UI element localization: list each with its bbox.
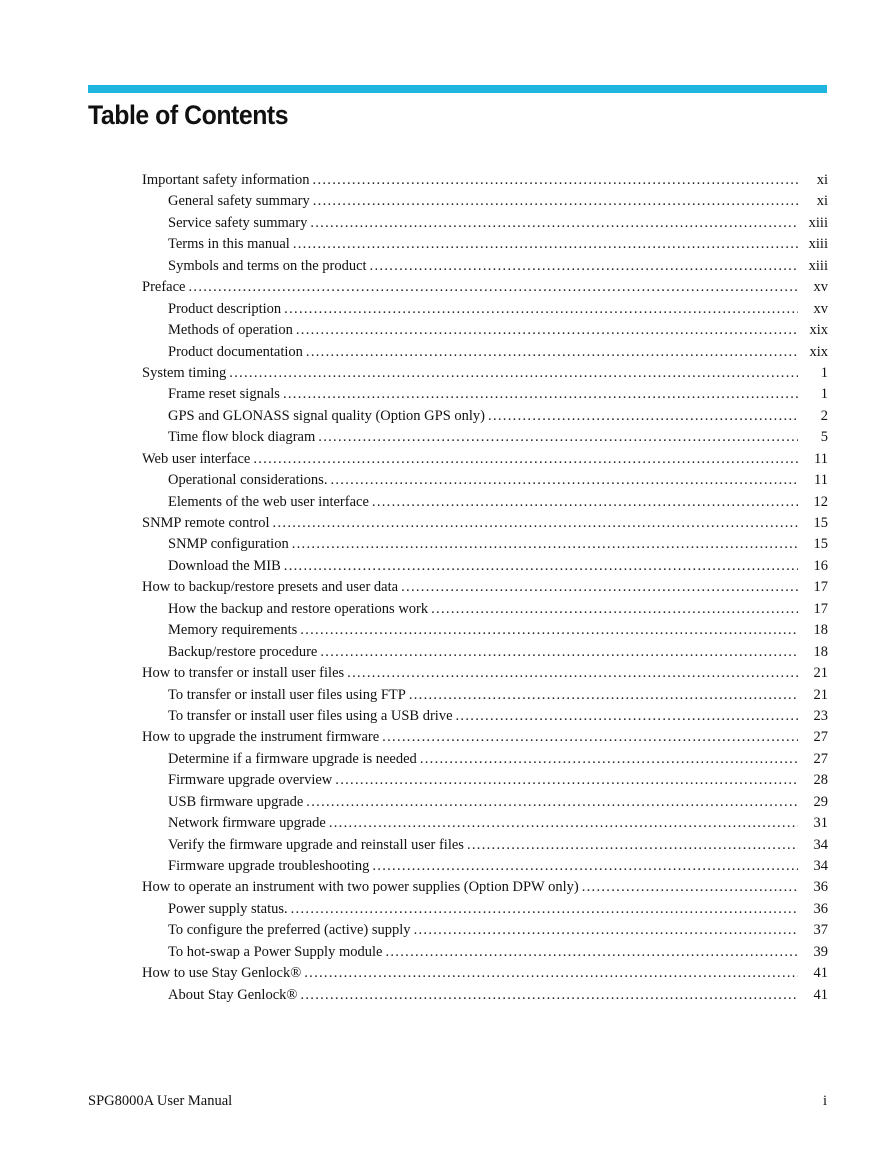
toc-entry-label: To transfer or install user files using FTP (168, 686, 406, 703)
toc-entry[interactable] (142, 277, 828, 298)
toc-entry-page: 36 (813, 900, 828, 917)
toc-leader-dots (420, 749, 798, 770)
toc-leader-dots (488, 406, 798, 427)
toc-leader-dots (283, 384, 798, 405)
toc-entry-page: 1 (820, 364, 828, 381)
toc-subentry[interactable] (142, 599, 828, 620)
toc-leader-dots (284, 556, 798, 577)
toc-entry-page: 41 (813, 965, 828, 982)
header-accent-rule (88, 85, 827, 93)
toc-entry-label: System timing (142, 364, 227, 381)
toc-entry-label: Determine if a firmware upgrade is needed (168, 750, 417, 767)
toc-entry-label: Terms in this manual (168, 236, 290, 253)
toc-leader-dots (304, 963, 798, 984)
toc-entry-page: 12 (813, 493, 828, 510)
toc-entry-page: xix (809, 343, 828, 360)
toc-subentry[interactable] (142, 706, 828, 727)
toc-subentry[interactable] (142, 191, 828, 212)
toc-entry-page: 2 (820, 407, 828, 424)
toc-entry-page: xiii (808, 236, 828, 253)
toc-leader-dots (313, 170, 798, 191)
toc-entry-label: Memory requirements (168, 622, 298, 639)
toc-entry-label: SNMP configuration (168, 536, 289, 553)
toc-entry[interactable] (142, 363, 828, 384)
toc-leader-dots (320, 642, 798, 663)
footer-manual-title: SPG8000A User Manual (88, 1093, 233, 1109)
toc-leader-dots (467, 835, 798, 856)
toc-leader-dots (414, 920, 798, 941)
toc-entry-label: To transfer or install user files using a USB drive (168, 707, 453, 724)
toc-subentry[interactable] (142, 813, 828, 834)
toc-subentry[interactable] (142, 470, 828, 491)
toc-leader-dots (306, 792, 798, 813)
toc-entry-label: Power supply status. (168, 900, 288, 917)
toc-entry-label: To configure the preferred (active) supply (168, 922, 411, 939)
toc-entry-label: How to upgrade the instrument firmware (142, 729, 380, 746)
toc-subentry[interactable] (142, 384, 828, 405)
toc-subentry[interactable] (142, 213, 828, 234)
toc-entry-page: 11 (814, 472, 828, 489)
toc-leader-dots (273, 513, 798, 534)
toc-entry-label: Frame reset signals (168, 386, 280, 403)
toc-leader-dots (300, 620, 798, 641)
toc-subentry[interactable] (142, 642, 828, 663)
toc-subentry[interactable] (142, 256, 828, 277)
toc-subentry[interactable] (142, 749, 828, 770)
toc-entry-page: 36 (813, 879, 828, 896)
toc-subentry[interactable] (142, 342, 828, 363)
toc-entry[interactable] (142, 170, 828, 191)
toc-entry-page: 21 (813, 665, 828, 682)
toc-leader-dots (582, 877, 798, 898)
toc-leader-dots (296, 320, 798, 341)
toc-entry-page: 34 (813, 836, 828, 853)
toc-leader-dots (335, 770, 798, 791)
toc-leader-dots (253, 449, 798, 470)
toc-leader-dots (409, 685, 798, 706)
toc-entry[interactable] (142, 663, 828, 684)
toc-entry-label: How to transfer or install user files (142, 665, 345, 682)
toc-entry[interactable] (142, 727, 828, 748)
toc-entry-label: USB firmware upgrade (168, 793, 304, 810)
toc-leader-dots (284, 299, 798, 320)
toc-subentry[interactable] (142, 556, 828, 577)
toc-entry-label: Time flow block diagram (168, 429, 316, 446)
toc-entry-page: 15 (813, 515, 828, 531)
toc-entry-label: Product description (168, 300, 282, 317)
toc-entry-label: Firmware upgrade overview (168, 772, 333, 789)
toc-subentry[interactable] (142, 320, 828, 341)
toc-entry-page: 41 (813, 986, 828, 1003)
toc-subentry[interactable] (142, 835, 828, 856)
toc-entry-page: 34 (813, 858, 828, 874)
toc-subentry[interactable] (142, 534, 828, 555)
toc-entry-page: xi (816, 193, 828, 210)
toc-entry-page: xi (816, 172, 828, 188)
toc-leader-dots (431, 599, 798, 620)
toc-subentry[interactable] (142, 985, 828, 1006)
toc-leader-dots (293, 234, 798, 255)
toc-entry-label: Network firmware upgrade (168, 815, 326, 832)
toc-entry-label: SNMP remote control (142, 515, 270, 531)
toc-leader-dots (310, 213, 798, 234)
toc-entry-label: How to backup/restore presets and user data (142, 579, 399, 596)
toc-leader-dots (347, 663, 798, 684)
toc-subentry[interactable] (142, 899, 828, 920)
toc-subentry[interactable] (142, 920, 828, 941)
toc-entry-label: Download the MIB (168, 557, 281, 574)
toc-entry-label: How to operate an instrument with two power supplies (Option DPW only) (142, 879, 579, 896)
toc-leader-dots (385, 942, 798, 963)
toc-entry-page: 37 (813, 922, 828, 939)
toc-subentry[interactable] (142, 685, 828, 706)
toc-entry-label: About Stay Genlock® (168, 986, 298, 1003)
toc-entry[interactable] (142, 449, 828, 470)
toc-entry-page: 18 (813, 643, 828, 660)
toc-entry-label: Web user interface (142, 450, 251, 467)
toc-entry-label: How the backup and restore operations work (168, 600, 429, 617)
toc-entry-label: General safety summary (168, 193, 310, 210)
toc-leader-dots (382, 727, 798, 748)
toc-leader-dots (330, 470, 798, 491)
toc-subentry[interactable] (142, 427, 828, 448)
toc-entry-page: 11 (814, 450, 828, 467)
toc-entry-page: xv (813, 279, 828, 296)
toc-entry[interactable] (142, 963, 828, 984)
toc-entry-page: 21 (813, 686, 828, 703)
toc-subentry[interactable] (142, 942, 828, 963)
toc-entry-label: Operational considerations. (168, 472, 328, 489)
toc-leader-dots (318, 427, 798, 448)
toc-list (142, 170, 828, 1006)
toc-entry-label: Verify the firmware upgrade and reinstall user files (168, 836, 464, 853)
toc-entry-page: xix (809, 322, 828, 339)
toc-leader-dots (313, 191, 798, 212)
toc-subentry[interactable] (142, 299, 828, 320)
toc-subentry[interactable] (142, 492, 828, 513)
toc-leader-dots (370, 256, 798, 277)
toc-entry-page: 29 (813, 793, 828, 810)
toc-entry-label: Service safety summary (168, 214, 308, 231)
toc-subentry[interactable] (142, 856, 828, 877)
toc-entry-label: To hot-swap a Power Supply module (168, 943, 383, 960)
toc-leader-dots (291, 899, 798, 920)
toc-entry-page: 28 (813, 772, 828, 789)
toc-leader-dots (300, 985, 798, 1006)
toc-entry-page: xiii (808, 214, 828, 231)
toc-entry-page: 39 (813, 943, 828, 960)
toc-entry-label: Important safety information (142, 172, 310, 188)
toc-leader-dots (456, 706, 799, 727)
toc-entry-label: How to use Stay Genlock® (142, 965, 302, 982)
toc-entry-label: Symbols and terms on the product (168, 257, 367, 274)
toc-entry-page: 27 (813, 750, 828, 767)
toc-entry-page: 1 (820, 386, 828, 403)
toc-entry-page: 5 (820, 429, 828, 446)
toc-subentry[interactable] (142, 406, 828, 427)
toc-leader-dots (188, 277, 798, 298)
toc-subentry[interactable] (142, 792, 828, 813)
toc-entry-page: 17 (813, 579, 828, 596)
toc-entry-label: Preface (142, 279, 186, 296)
toc-entry-label: Backup/restore procedure (168, 643, 318, 660)
toc-entry[interactable] (142, 577, 828, 598)
toc-entry-page: 16 (813, 557, 828, 574)
toc-entry-label: Firmware upgrade troubleshooting (168, 858, 370, 874)
toc-subentry[interactable] (142, 620, 828, 641)
toc-subentry[interactable] (142, 770, 828, 791)
page-title: Table of Contents (88, 100, 289, 130)
toc-entry-page: 27 (813, 729, 828, 746)
toc-leader-dots (306, 342, 798, 363)
toc-entry-page: 23 (813, 707, 828, 724)
toc-leader-dots (372, 492, 798, 513)
toc-leader-dots (229, 363, 798, 384)
toc-leader-dots (401, 577, 798, 598)
toc-entry-page: 18 (813, 622, 828, 639)
toc-entry-label: Product documentation (168, 343, 303, 360)
toc-entry-page: xiii (808, 257, 828, 274)
toc-entry-page: xv (813, 300, 828, 317)
toc-entry-page: 31 (813, 815, 828, 832)
toc-entry-label: Methods of operation (168, 322, 293, 339)
footer-page-number: i (822, 1093, 827, 1109)
toc-subentry[interactable] (142, 234, 828, 255)
toc-leader-dots (329, 813, 798, 834)
toc-entry-label: Elements of the web user interface (168, 493, 369, 510)
toc-leader-dots (372, 856, 798, 877)
toc-entry-label: GPS and GLONASS signal quality (Option GPS only) (168, 407, 486, 424)
toc-leader-dots (292, 534, 798, 555)
toc-entry[interactable] (142, 513, 828, 534)
toc-entry[interactable] (142, 877, 828, 898)
toc-entry-page: 17 (813, 600, 828, 617)
toc-entry-page: 15 (813, 536, 828, 553)
